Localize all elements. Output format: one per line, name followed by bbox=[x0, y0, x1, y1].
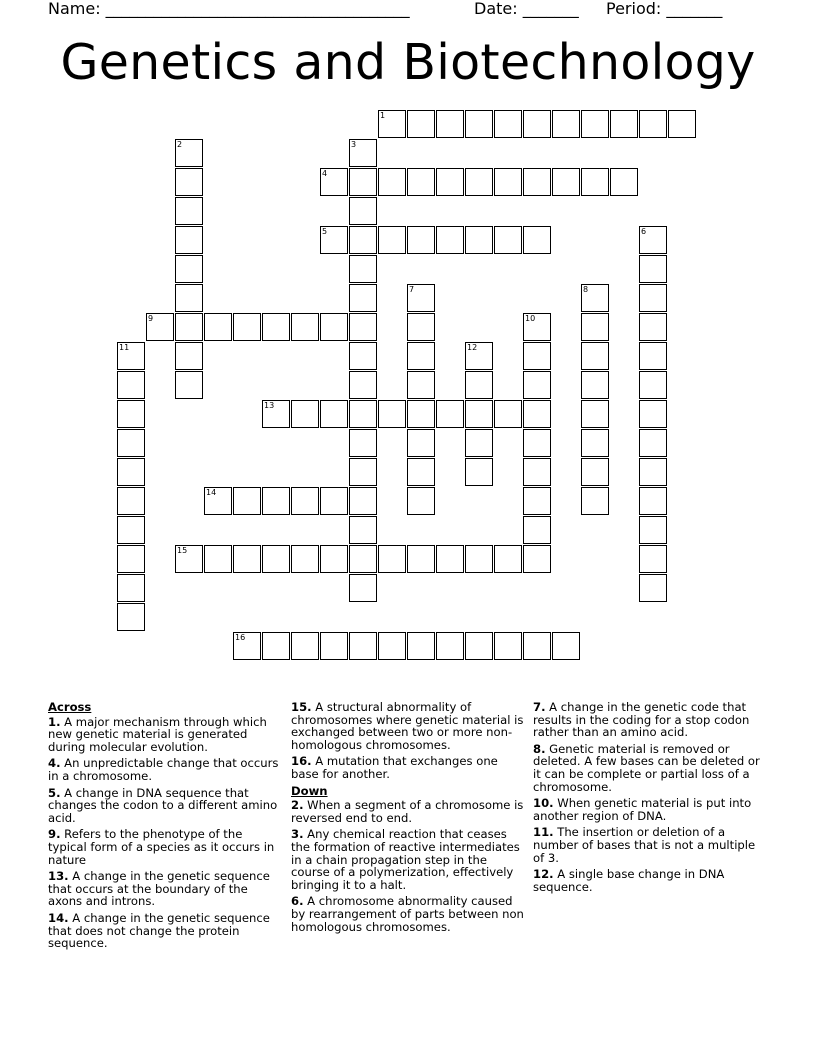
crossword-cell[interactable] bbox=[407, 226, 435, 254]
crossword-cell[interactable] bbox=[581, 487, 609, 515]
clue-down-7: 7. A change in the genetic code that results in the coding for a stop codon rather than an amino acid. bbox=[533, 700, 750, 740]
clue-number-10: 10 bbox=[525, 314, 536, 323]
crossword-cell[interactable] bbox=[349, 400, 377, 428]
crossword-cell[interactable] bbox=[465, 371, 493, 399]
crossword-cell[interactable] bbox=[523, 487, 551, 515]
crossword-cell[interactable] bbox=[523, 545, 551, 573]
crossword-cell[interactable] bbox=[639, 400, 667, 428]
crossword-cell[interactable] bbox=[349, 632, 377, 660]
crossword-cell[interactable] bbox=[117, 400, 145, 428]
clue-across-9: 9. Refers to the phenotype of the typical form of a species as it occurs in nature bbox=[48, 827, 275, 867]
crossword-cell[interactable] bbox=[523, 400, 551, 428]
crossword-cell[interactable] bbox=[639, 342, 667, 370]
clue-number-2: 2 bbox=[177, 140, 183, 149]
clue-number-3: 3 bbox=[351, 140, 357, 149]
crossword-cell[interactable] bbox=[523, 226, 551, 254]
crossword-cell[interactable] bbox=[407, 168, 435, 196]
clue-number-4: 4 bbox=[322, 169, 328, 178]
crossword-cell[interactable] bbox=[523, 168, 551, 196]
clue-number-5: 5 bbox=[322, 227, 328, 236]
crossword-cell[interactable] bbox=[349, 574, 377, 602]
crossword-cell[interactable] bbox=[494, 168, 522, 196]
clue-column-2 bbox=[291, 701, 529, 937]
clue-number-13: 13 bbox=[264, 401, 275, 410]
crossword-cell[interactable] bbox=[233, 313, 261, 341]
crossword-cell[interactable] bbox=[117, 429, 145, 457]
clue-down-12: 12. A single base change in DNA sequence. bbox=[533, 867, 725, 894]
crossword-cell[interactable] bbox=[552, 632, 580, 660]
crossword-cell[interactable] bbox=[465, 429, 493, 457]
crossword-cell[interactable] bbox=[523, 429, 551, 457]
crossword-cell[interactable] bbox=[349, 255, 377, 283]
clue-number-6: 6 bbox=[641, 227, 647, 236]
crossword-cell[interactable] bbox=[407, 429, 435, 457]
clue-across-4: 4. An unpredictable change that occurs in a chromosome. bbox=[48, 756, 279, 783]
clue-number-15: 15 bbox=[177, 546, 188, 555]
crossword-cell[interactable] bbox=[407, 110, 435, 138]
crossword-cell[interactable] bbox=[349, 342, 377, 370]
crossword-cell[interactable] bbox=[668, 110, 696, 138]
period-field-label[interactable]: Period: _______ bbox=[606, 0, 723, 18]
crossword-cell[interactable] bbox=[204, 545, 232, 573]
crossword-cell[interactable] bbox=[552, 110, 580, 138]
crossword-cell[interactable] bbox=[233, 487, 261, 515]
clue-across-16: 16. A mutation that exchanges one base for another. bbox=[291, 754, 498, 781]
crossword-cell[interactable] bbox=[175, 226, 203, 254]
crossword-cell[interactable] bbox=[262, 313, 290, 341]
crossword-cell[interactable] bbox=[291, 632, 319, 660]
crossword-cell[interactable] bbox=[523, 516, 551, 544]
crossword-cell[interactable] bbox=[117, 603, 145, 631]
crossword-cell[interactable] bbox=[465, 110, 493, 138]
crossword-cell[interactable] bbox=[320, 632, 348, 660]
crossword-cell[interactable] bbox=[610, 110, 638, 138]
crossword-cell[interactable] bbox=[436, 632, 464, 660]
crossword-cell[interactable] bbox=[320, 545, 348, 573]
crossword-cell[interactable] bbox=[349, 487, 377, 515]
crossword-cell[interactable] bbox=[349, 429, 377, 457]
crossword-cell[interactable] bbox=[639, 255, 667, 283]
crossword-cell[interactable] bbox=[407, 632, 435, 660]
crossword-cell[interactable] bbox=[320, 400, 348, 428]
crossword-cell[interactable] bbox=[407, 458, 435, 486]
clue-across-13: 13. A change in the genetic sequence that occurs at the boundary of the axons and introns. bbox=[48, 869, 270, 909]
crossword-cell[interactable] bbox=[291, 545, 319, 573]
clue-down-6: 6. A chromosome abnormality caused by rearrangement of parts between non homologous chromosomes. bbox=[291, 894, 524, 934]
crossword-cell[interactable] bbox=[639, 429, 667, 457]
crossword-cell[interactable] bbox=[581, 110, 609, 138]
date-field-label[interactable]: Date: _______ bbox=[474, 0, 579, 18]
crossword-cell[interactable] bbox=[465, 168, 493, 196]
crossword-cell[interactable] bbox=[378, 545, 406, 573]
crossword-cell[interactable] bbox=[436, 545, 464, 573]
crossword-cell[interactable] bbox=[233, 545, 261, 573]
crossword-cell[interactable] bbox=[581, 342, 609, 370]
crossword-cell[interactable] bbox=[291, 313, 319, 341]
crossword-cell[interactable] bbox=[465, 545, 493, 573]
crossword-cell[interactable] bbox=[494, 632, 522, 660]
clue-number-9: 9 bbox=[148, 314, 154, 323]
crossword-cell[interactable] bbox=[639, 516, 667, 544]
clue-number-14: 14 bbox=[206, 488, 217, 497]
crossword-cell[interactable] bbox=[349, 284, 377, 312]
crossword-cell[interactable] bbox=[378, 226, 406, 254]
crossword-cell[interactable] bbox=[117, 545, 145, 573]
crossword-cell[interactable] bbox=[175, 284, 203, 312]
clue-number-12: 12 bbox=[467, 343, 478, 352]
clue-down-2: 2. When a segment of a chromosome is reversed end to end. bbox=[291, 798, 524, 825]
crossword-cell[interactable] bbox=[639, 284, 667, 312]
crossword-cell[interactable] bbox=[262, 487, 290, 515]
clue-down-3: 3. Any chemical reaction that ceases the formation of reactive intermediates in a chain propagation step in the course of a polymerization, effectively bringing it to a halt. bbox=[291, 827, 520, 892]
clue-across-14: 14. A change in the genetic sequence that does not change the protein sequence. bbox=[48, 910, 270, 951]
clue-number-11: 11 bbox=[119, 343, 130, 352]
crossword-cell[interactable] bbox=[523, 632, 551, 660]
crossword-cell[interactable] bbox=[639, 458, 667, 486]
crossword-cell[interactable] bbox=[291, 400, 319, 428]
name-field-label[interactable]: Name: ______________________________________ bbox=[48, 0, 410, 18]
crossword-cell[interactable] bbox=[349, 516, 377, 544]
clue-down-11: 11. The insertion or deletion of a number of bases that is not a multiple of 3. bbox=[533, 825, 756, 865]
clue-number-7: 7 bbox=[409, 285, 415, 294]
crossword-cell[interactable] bbox=[581, 458, 609, 486]
crossword-cell[interactable] bbox=[581, 400, 609, 428]
crossword-cell[interactable] bbox=[320, 487, 348, 515]
crossword-cell[interactable] bbox=[523, 342, 551, 370]
crossword-cell[interactable] bbox=[262, 545, 290, 573]
crossword-cell[interactable] bbox=[320, 313, 348, 341]
crossword-cell[interactable] bbox=[639, 313, 667, 341]
crossword-cell[interactable] bbox=[465, 458, 493, 486]
across-heading: Across bbox=[48, 700, 92, 714]
crossword-cell[interactable] bbox=[407, 342, 435, 370]
crossword-cell[interactable] bbox=[436, 110, 464, 138]
crossword-cell[interactable] bbox=[349, 458, 377, 486]
crossword-cell[interactable] bbox=[175, 371, 203, 399]
crossword-cell[interactable] bbox=[639, 487, 667, 515]
clue-across-1: 1. A major mechanism through which new genetic material is generated during molecular evolution. bbox=[48, 714, 267, 754]
crossword-cell[interactable] bbox=[349, 197, 377, 225]
crossword-cell[interactable] bbox=[436, 226, 464, 254]
crossword-cell[interactable] bbox=[581, 429, 609, 457]
crossword-cell[interactable] bbox=[523, 110, 551, 138]
crossword-cell[interactable] bbox=[552, 168, 580, 196]
crossword-cell[interactable] bbox=[639, 371, 667, 399]
crossword-cell[interactable] bbox=[639, 574, 667, 602]
crossword-cell[interactable] bbox=[378, 168, 406, 196]
crossword-cell[interactable] bbox=[581, 168, 609, 196]
clue-across-5: 5. A change in DNA sequence that changes the codon to a different amino acid. bbox=[48, 785, 278, 825]
crossword-cell[interactable] bbox=[175, 313, 203, 341]
crossword-cell[interactable] bbox=[117, 371, 145, 399]
crossword-cell[interactable] bbox=[291, 487, 319, 515]
crossword-cell[interactable] bbox=[407, 400, 435, 428]
crossword-cell[interactable] bbox=[175, 168, 203, 196]
clue-number-16: 16 bbox=[235, 633, 246, 642]
crossword-cell[interactable] bbox=[494, 545, 522, 573]
crossword-cell[interactable] bbox=[175, 255, 203, 283]
crossword-cell[interactable] bbox=[349, 168, 377, 196]
crossword-cell[interactable] bbox=[610, 168, 638, 196]
crossword-cell[interactable] bbox=[465, 632, 493, 660]
crossword-cell[interactable] bbox=[378, 632, 406, 660]
crossword-cell[interactable] bbox=[117, 516, 145, 544]
crossword-cell[interactable] bbox=[494, 400, 522, 428]
crossword-cell[interactable] bbox=[465, 400, 493, 428]
crossword-cell[interactable] bbox=[581, 313, 609, 341]
crossword-cell[interactable] bbox=[117, 574, 145, 602]
crossword-cell[interactable] bbox=[465, 226, 493, 254]
clue-down-10: 10. When genetic material is put into another region of DNA. bbox=[533, 796, 752, 823]
crossword-cell[interactable] bbox=[639, 545, 667, 573]
crossword-cell[interactable] bbox=[581, 371, 609, 399]
crossword-cell[interactable] bbox=[523, 458, 551, 486]
clue-down-8: 8. Genetic material is removed or deleted. A few bases can be deleted or it can be complete or partial loss of a chromosome. bbox=[533, 741, 760, 794]
crossword-cell[interactable] bbox=[436, 400, 464, 428]
crossword-cell[interactable] bbox=[204, 313, 232, 341]
clue-column-3 bbox=[533, 701, 768, 897]
worksheet-title: Genetics and Biotechnology bbox=[60, 34, 756, 91]
crossword-cell[interactable] bbox=[407, 313, 435, 341]
crossword-cell[interactable] bbox=[175, 342, 203, 370]
crossword-cell[interactable] bbox=[407, 487, 435, 515]
crossword-cell[interactable] bbox=[117, 458, 145, 486]
crossword-cell[interactable] bbox=[349, 313, 377, 341]
crossword-cell[interactable] bbox=[349, 226, 377, 254]
crossword-cell[interactable] bbox=[494, 110, 522, 138]
crossword-cell[interactable] bbox=[349, 545, 377, 573]
crossword-cell[interactable] bbox=[494, 226, 522, 254]
crossword-cell[interactable] bbox=[639, 110, 667, 138]
crossword-cell[interactable] bbox=[407, 545, 435, 573]
crossword-cell[interactable] bbox=[349, 371, 377, 399]
clue-across-15: 15. A structural abnormality of chromosomes where genetic material is exchanged between two or more non-homologous chromosomes. bbox=[291, 700, 524, 752]
crossword-cell[interactable] bbox=[378, 400, 406, 428]
down-heading: Down bbox=[291, 783, 328, 798]
crossword-cell[interactable] bbox=[262, 632, 290, 660]
crossword-cell[interactable] bbox=[523, 371, 551, 399]
clue-number-1: 1 bbox=[380, 111, 386, 120]
crossword-cell[interactable] bbox=[175, 197, 203, 225]
crossword-cell[interactable] bbox=[436, 168, 464, 196]
clue-column-1 bbox=[48, 701, 282, 954]
crossword-cell[interactable] bbox=[407, 371, 435, 399]
crossword-cell[interactable] bbox=[117, 487, 145, 515]
clue-number-8: 8 bbox=[583, 285, 589, 294]
